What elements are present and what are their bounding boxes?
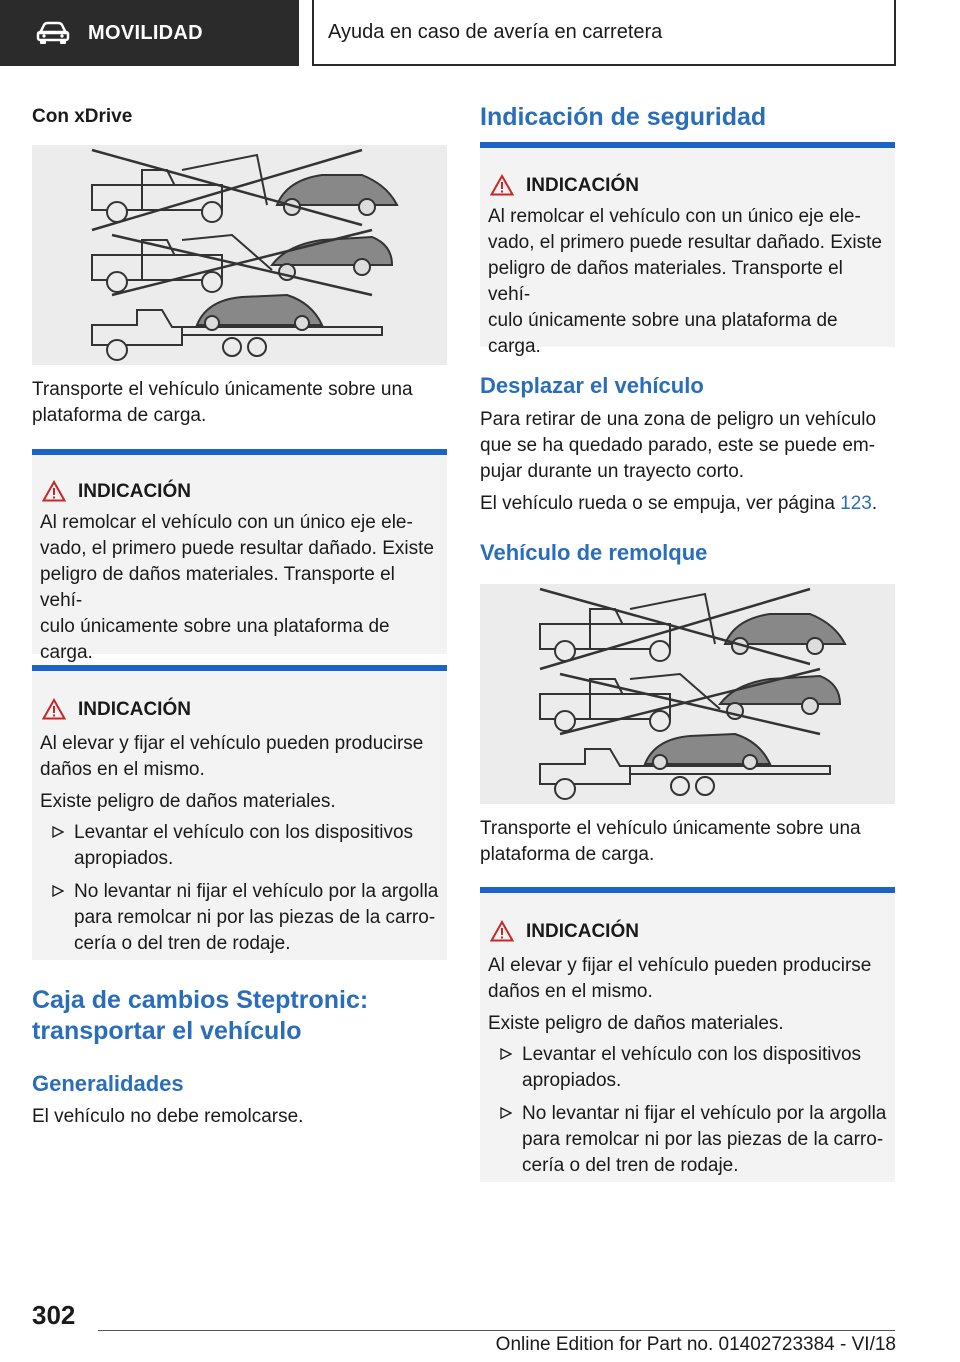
note-text: Al elevar y fijar el vehículo pueden producirse daños en el mismo.: [40, 733, 424, 780]
towing-illustration: [32, 145, 447, 365]
warning-note-towing: [32, 449, 447, 663]
warning-note-lifting: [480, 887, 895, 1182]
note-title: INDICACIÓN: [526, 921, 639, 942]
note-text-2: Existe peligro de daños materiales.: [40, 791, 336, 812]
car-icon: [36, 21, 70, 45]
caption-left: Transporte el vehículo únicamente sobre una plataforma de carga.: [32, 379, 413, 426]
heading-tow-vehicle: Vehículo de remolque: [480, 540, 708, 565]
list-item: Levantar el vehículo con los dispositivos apropiados.: [74, 822, 414, 869]
heading-generalidades: Generalidades: [32, 1071, 184, 1096]
bullet-triangle-icon: [500, 1107, 512, 1119]
warning-icon: [42, 698, 66, 720]
note-title: INDICACIÓN: [526, 175, 639, 196]
bullet-triangle-icon: [52, 826, 64, 838]
move-paragraph: Para retirar de una zona de peligro un vehículo que se ha quedado parado, este se puede em- pujar durante un trayecto corto.: [480, 409, 877, 482]
note-text: Al elevar y fijar el vehículo pueden producirse daños en el mismo.: [488, 955, 872, 1002]
note-text: Al remolcar el vehículo con un único eje ele- vado, el primero puede resultar dañado. Existe peligro de daños materiales. Transporte el vehí- culo únicamente sobre una plataforma de carga.: [488, 206, 882, 357]
page-link[interactable]: 123: [840, 493, 872, 514]
note-text-2: Existe peligro de daños materiales.: [488, 1013, 784, 1034]
section-title: MOVILIDAD: [88, 21, 203, 44]
page-reference: El vehículo rueda o se empuja, ver página 123.: [480, 493, 878, 514]
heading-safety: Indicación de seguridad: [480, 103, 767, 131]
note-title: INDICACIÓN: [78, 699, 191, 720]
warning-icon: [490, 920, 514, 942]
warning-note-lifting: [32, 665, 447, 960]
bullet-triangle-icon: [500, 1048, 512, 1060]
subhead-xdrive: Con xDrive: [32, 106, 133, 127]
section-tab[interactable]: [0, 0, 299, 66]
page-number: 302: [32, 1300, 76, 1330]
heading-steptronic: Caja de cambios Steptronic: transportar el vehículo: [32, 986, 369, 1045]
warning-note-towing: [480, 142, 895, 357]
towing-illustration: [480, 584, 895, 804]
warning-icon: [490, 174, 514, 196]
list-item: No levantar ni fijar el vehículo por la argolla para remolcar ni por las piezas de la carro- cería o del tren de rodaje.: [74, 881, 439, 954]
chapter-title: Ayuda en caso de avería en carretera: [312, 0, 896, 66]
edition-text: Online Edition for Part no. 01402723384 - VI/18: [495, 1334, 896, 1355]
bullet-triangle-icon: [52, 885, 64, 897]
note-text: Al remolcar el vehículo con un único eje ele- vado, el primero puede resultar dañado. Existe peligro de daños materiales. Transporte el vehí- culo únicamente sobre una plataforma de carga.: [40, 512, 434, 663]
warning-icon: [42, 480, 66, 502]
caption-right: Transporte el vehículo únicamente sobre una plataforma de carga.: [480, 818, 861, 865]
footer-divider: [98, 1330, 895, 1331]
note-title: INDICACIÓN: [78, 481, 191, 502]
body-text: El vehículo no debe remolcarse.: [32, 1106, 304, 1127]
heading-move-vehicle: Desplazar el vehículo: [480, 373, 704, 398]
list-item: No levantar ni fijar el vehículo por la argolla para remolcar ni por las piezas de la carro- cería o del tren de rodaje.: [522, 1103, 887, 1176]
list-item: Levantar el vehículo con los dispositivos apropiados.: [522, 1044, 862, 1091]
